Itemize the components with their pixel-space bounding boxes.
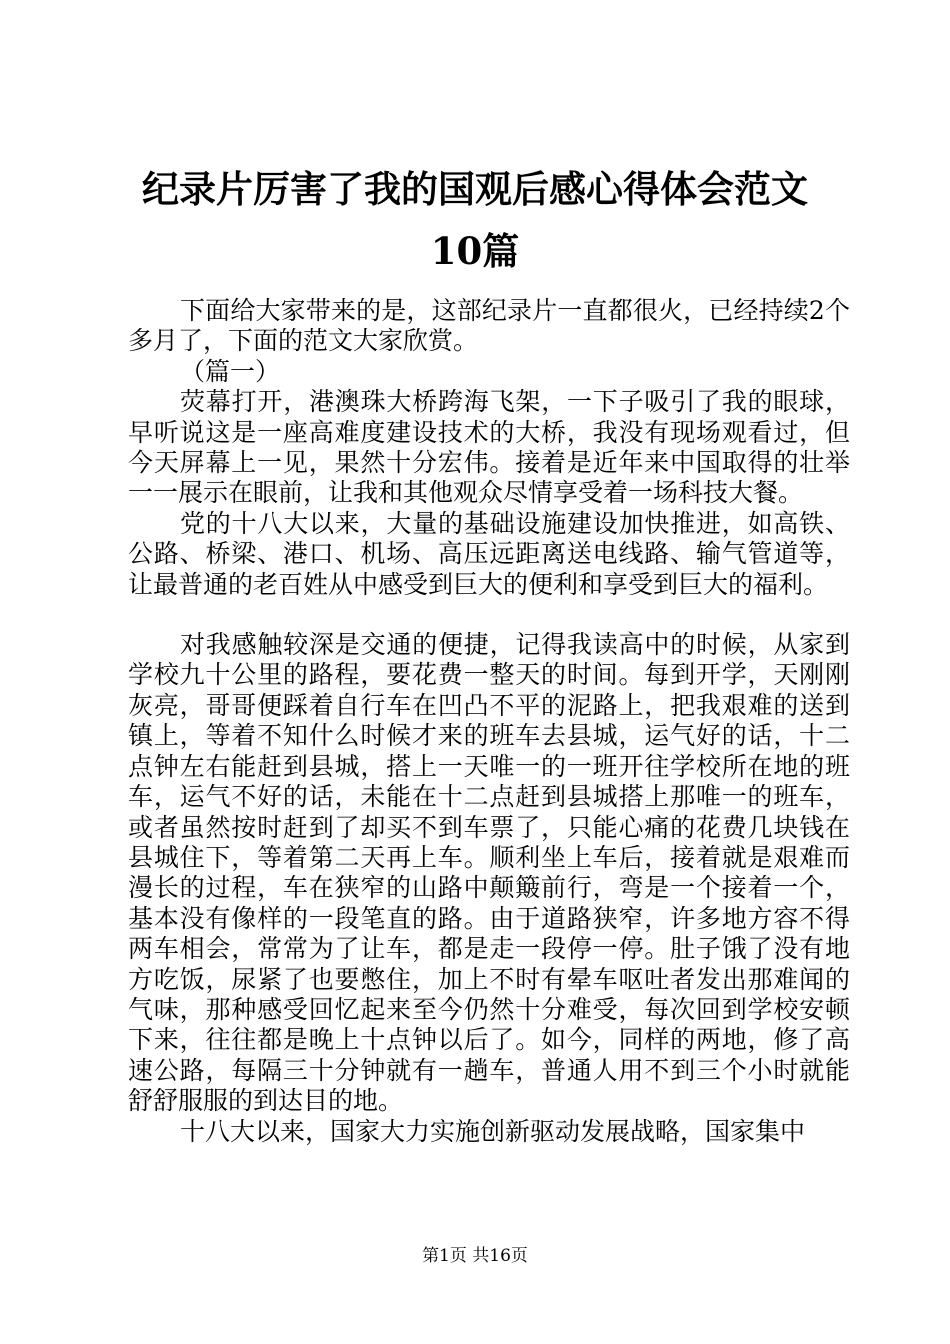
document-body [128,296,850,1147]
body-paragraph: 荧幕打开，港澳珠大桥跨海飞架，一下子吸引了我的眼球，早听说这是一座高难度建设技术的大桥，我没有现场观看过，但今天屏幕上一见，果然十分宏伟。接着是近年来中国取得的壮举一一展示在眼前，让我和其他观众尽情享受着一场科技大餐。 [128,387,850,508]
body-paragraph: 十八大以来，国家大力实施创新驱动发展战略，国家集中 [180,1116,806,1146]
page-footer: 第1页 共16页 [422,1246,528,1266]
body-paragraph: 对我感触较深是交通的便捷，记得我读高中的时候，从家到学校九十公里的路程，要花费一整天的时间。每到开学，天刚刚灰亮，哥哥便踩着自行车在凹凸不平的泥路上，把我艰难的送到镇上，等着不知什么时候才来的班车去县城，运气好的话，十二点钟左右能赶到县城，搭上一天唯一的一班开往学校所在地的班车，运气不好的话，未能在十二点赶到县城搭上那唯一的班车，或者虽然按时赶到了却买不到车票了，只能心痛的花费几块钱在县城住下，等着第二天再上车。顺利坐上车后，接着就是艰难而漫长的过程，车在狭窄的山路中颠簸前行，弯是一个接着一个，基本没有像样的一段笔直的路。由于道路狭窄，许多地方容不得两车相会，常常为了让车，都是走一段停一停。肚子饿了没有地方吃饭，尿紧了也要憋住，加上不时有晕车呕吐者发出那难闻的气味，那种感受回忆起来至今仍然十分难受，每次回到学校安顿下来，往往都是晚上十点钟以后了。如今，同样的两地，修了高速公路，每隔三十分钟就有一趟车，普通人用不到三个小时就能舒舒服服的到达目的地。 [128,630,850,1116]
document-title: 纪录片厉害了我的国观后感心得体会范文10篇 [142,167,808,273]
section-heading: （篇一） [180,356,281,386]
intro-paragraph: 下面给大家带来的是，这部纪录片一直都很火，已经持续2个多月了，下面的范文大家欣赏。 [128,296,850,356]
body-paragraph: 党的十八大以来，大量的基础设施建设加快推进，如高铁、公路、桥梁、港口、机场、高压远距离送电线路、输气管道等，让最普通的老百姓从中感受到巨大的便利和享受到巨大的福利。 [128,508,850,599]
